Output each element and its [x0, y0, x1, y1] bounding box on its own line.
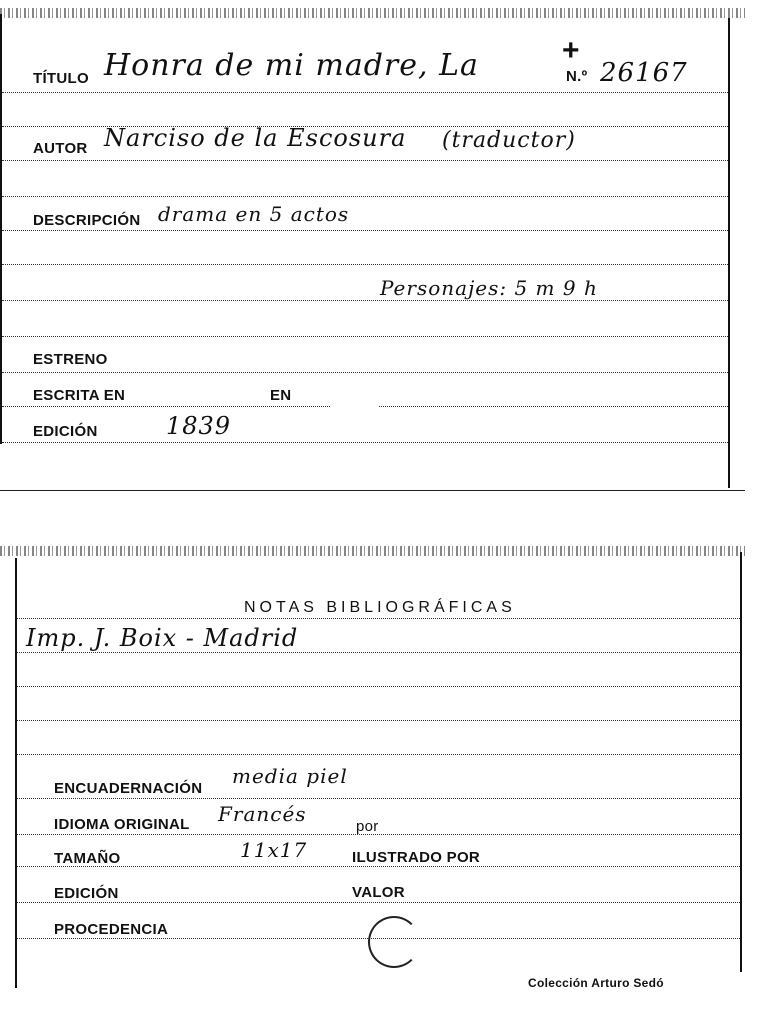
tamano-label: TAMAÑO [54, 850, 121, 867]
en-label: EN [270, 387, 292, 404]
titulo-label: TÍTULO [33, 70, 89, 87]
rule-line [17, 866, 740, 867]
rule-line [2, 372, 728, 373]
ilustrado-por-label: ILUSTRADO POR [352, 849, 481, 866]
escrita-en-label: ESCRITA EN [33, 387, 126, 404]
edicion-label-2: EDICIÓN [54, 885, 119, 902]
rule-line [17, 686, 740, 687]
personajes-value: Personajes: 5 m 9 h [380, 276, 598, 300]
paper-blot [330, 396, 378, 442]
rule-line [2, 336, 728, 337]
rule-line [2, 264, 728, 265]
rule-line [17, 754, 740, 755]
tamano-value: 11x17 [240, 838, 308, 862]
notes-value: Imp. J. Boix - Madrid [26, 624, 299, 652]
collection-footer: Colección Arturo Sedó [528, 976, 664, 990]
rule-line [17, 720, 740, 721]
idioma-original-label: IDIOMA ORIGINAL [54, 816, 190, 833]
autor-value: Narciso de la Escosura [104, 124, 407, 152]
plus-mark: + [562, 34, 580, 67]
edicion-label: EDICIÓN [33, 423, 98, 440]
right-border [740, 552, 742, 972]
idioma-original-value: Francés [218, 802, 307, 826]
rule-line [2, 230, 728, 231]
rule-line [2, 92, 728, 93]
titulo-value: Honra de mi madre, La [104, 48, 479, 83]
descripcion-value: drama en 5 actos [158, 202, 350, 226]
edicion-value: 1839 [166, 412, 232, 440]
autor-label: AUTOR [33, 140, 88, 157]
descripcion-label: DESCRIPCIÓN [33, 212, 141, 229]
torn-edge [0, 8, 745, 18]
rule-line [2, 160, 728, 161]
torn-edge [0, 546, 745, 556]
catalog-card-front [0, 0, 759, 500]
rule-line [2, 300, 728, 301]
rule-line [17, 798, 740, 799]
por-label: por [356, 818, 379, 835]
encuadernacion-label: ENCUADERNACIÓN [54, 780, 203, 797]
estreno-label: ESTRENO [33, 351, 108, 368]
left-border [15, 558, 17, 988]
numero-label: N.º [566, 68, 588, 85]
rule-line [17, 652, 740, 653]
encuadernacion-value: media piel [232, 764, 348, 788]
autor-role-value: (traductor) [442, 128, 576, 153]
left-border [0, 14, 2, 444]
rule-line [2, 196, 728, 197]
partial-stamp [368, 916, 420, 968]
numero-value: 26167 [600, 58, 688, 88]
notas-heading: NOTAS BIBLIOGRÁFICAS [244, 599, 516, 616]
card-bottom-edge [0, 490, 745, 491]
rule-line [17, 902, 740, 903]
rule-line [2, 442, 728, 443]
valor-label: VALOR [352, 884, 405, 901]
right-border [728, 18, 730, 488]
catalog-card-back [0, 540, 759, 1028]
rule-line [17, 618, 740, 619]
procedencia-label: PROCEDENCIA [54, 921, 169, 938]
